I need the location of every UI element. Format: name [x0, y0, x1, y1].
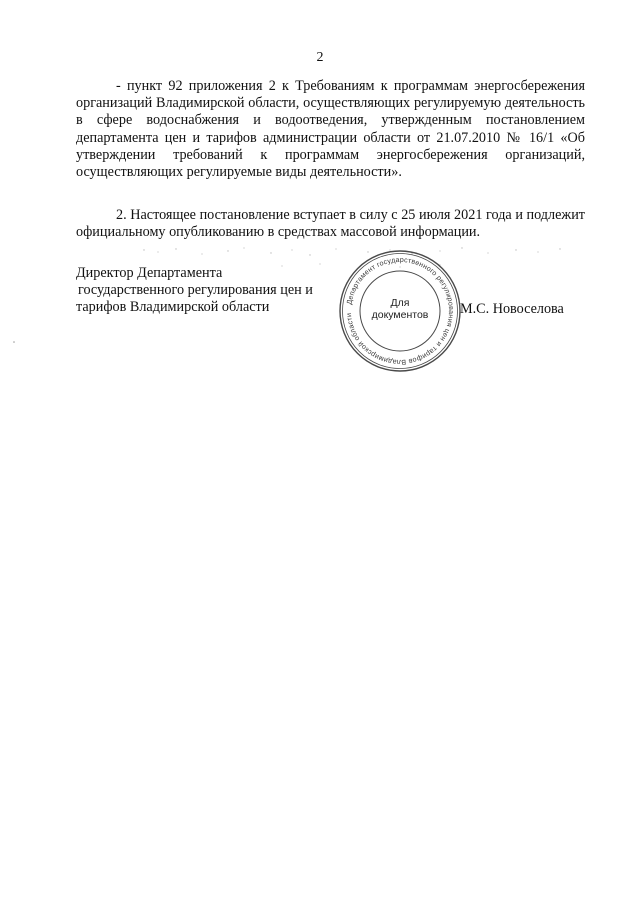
signatory-title-line-1: Директор Департамента	[76, 265, 223, 281]
paragraph-1	[76, 78, 585, 181]
official-stamp	[338, 249, 462, 373]
page-number: 2	[316, 50, 324, 65]
stamp-center-text	[338, 297, 462, 321]
stamp-ring-text: Департамент государственного регулирования цен и тарифов Владимирской области	[345, 255, 456, 367]
scan-noise-margin	[8, 330, 28, 360]
stamp-center-line-2: документов	[371, 309, 429, 321]
stamp-center-line-1: Для	[390, 297, 410, 309]
signatory-name: М.С. Новоселова	[460, 301, 564, 317]
paragraph-2-text: 2. Настоящее постановление вступает в силу с 25 июля 2021 года и подлежит официальному опубликованию в средствах массовой информации.	[76, 207, 585, 241]
paragraph-2	[76, 207, 585, 241]
signatory-title	[76, 265, 313, 317]
signatory-title-line-2: государственного регулирования цен и	[78, 282, 313, 299]
signatory-title-line-3: тарифов Владимирской области	[76, 299, 270, 316]
paragraph-1-text: - пункт 92 приложения 2 к Требованиям к программам энергосбережения организаций Владимирской области, осуществляющих регулируемую деятельность в сфере водоснабжения и водоотведения, утвержденным постановлением департамента цен и тарифов администрации области от 21.07.2010 № 16/1 «Об утверждении требований к программам энергосбережения организаций, осуществляющих регулируемые виды деятельности».	[76, 78, 585, 181]
